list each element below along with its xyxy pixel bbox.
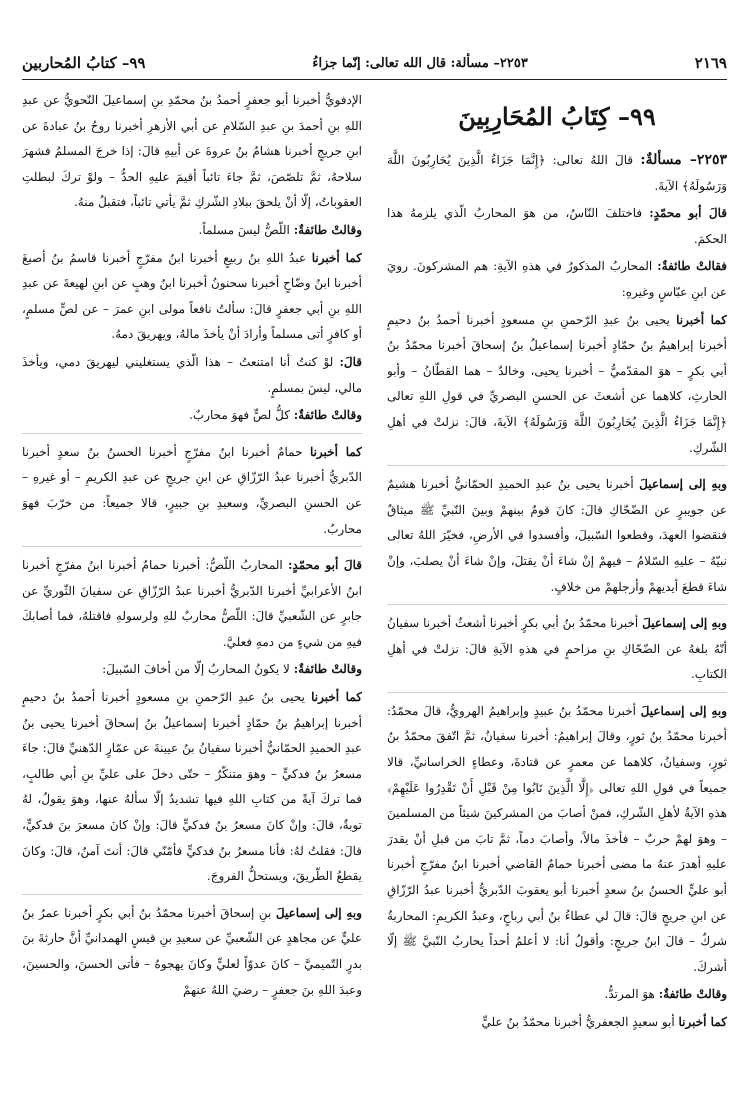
paragraph-lead: قالَ أبو محمّدٍ: [288, 558, 362, 573]
paragraph-lead: وقالتْ طائفةٌ: [293, 662, 362, 677]
paragraph [22, 657, 362, 683]
paragraph-text: يحيى بنُ عبدِ الرّحمنِ بنِ مسعودٍ أخبرنا أحمدُ بنُ دحيمٍ أخبرنا إبراهيمُ بنُ حمّادٍ أخبرنا إسماعيلُ بنُ إسحاقَ أخبرنا يحيى بنُ عبدِ الحميدِ الحمّانيُّ أخبرنا سفيانُ بنُ عيينةَ عن عمّارٍ الدّهنيِّ قالَ: جاءَ مسعرُ بنُ فدكيٍّ – وهوَ متنكّرٌ – حتّى دخلَ على عليِّ بنِ أبي طالبٍ، فما تركَ آيةً من كتابِ اللهِ فيها تشديدٌ إلّا سألهُ عنها، وهوَ يقولُ، لهُ توبةٌ، قالَ: وإنْ كانَ مسعرُ بنُ فدكيٍّ قالَ: وإنْ كانَ مسعرَ بنَ فدكيٍّ، قالَ: فقلتُ لهُ: فأنا مسعرُ بنُ فدكيٍّ فأمّنّي قالَ: أنتَ آمنٌ، قالَ: وكانَ يقطعُ الطّريقَ، ويستحلُّ الفروجَ. [22, 690, 362, 884]
right-column [387, 88, 727, 1098]
paragraph-lead: وقالتْ طائفةٌ: [293, 408, 362, 423]
paragraph [387, 308, 727, 462]
paragraph-lead: كما أخبرنا [678, 1015, 727, 1029]
section-separator [387, 604, 727, 605]
paragraph [22, 403, 362, 429]
page-header [22, 50, 727, 76]
paragraph [387, 982, 727, 1008]
paragraph-text: كلُّ لصٍّ فهوَ محاربٌ. [189, 408, 294, 423]
section-separator [22, 546, 362, 547]
paragraph-lead: قالَ: [339, 354, 362, 369]
paragraph-lead: وبهِ إلى إسماعيلَ [275, 905, 362, 920]
paragraph [387, 201, 727, 252]
paragraph-text: اللّصُّ ليسَ مسلماً. [198, 222, 294, 237]
paragraph-text: أخبرنا محمّدُ بنُ عبيدٍ وإبراهيمُ الهرويُّ، قالَ محمّدٌ: أخبرنا محمّدُ بنُ ثورٍ، وقالَ إبراهيمُ: أخبرنا سفيانُ، ثمَّ اتّفقَ محمّدُ بنُ ثورٍ، وسفيانُ، كلاهما عن معمرٍ عن قتادةَ، وعطاءٍ الخراسانيِّ، قالا جميعاً في قولِ اللهِ تعالى ﴿إِلَّا الَّذِينَ تَابُوا مِنْ قَبْلِ أَنْ تَقْدِرُوا عَلَيْهِمْ﴾ هذهِ الآيةُ لأهلِ الشّركِ، فمنْ أصابَ من المشركينَ شيئاً من المسلمينَ – وهوَ لهمْ حربٌ – فأخذَ مالاً، وأصابَ دماً، ثمَّ تابَ من قبلِ أنْ يقدرَ عليهِ أهدرَ عنهُ ما مضى أخبرنا حمامٌ القاضي أخبرنا ابنُ مفرّجٍ أخبرنا أبو عليٍّ الحسنُ بنُ سعدٍ أخبرنا أبو يعقوبَ الدّبريُّ أخبرنا عبدُ الرّزّاقِ عن ابنِ جريجٍ قالَ: قالَ لي عطاءُ بنُ أبي رباحٍ، وعبدُ الكريمِ: المحاربةُ شركٌ – قالَ ابنُ جريجٍ: وأقولُ أنا: لا أعلمُ أحداً يحاربُ النّبيَّ ﷺ إلّا أشركَ. [387, 703, 727, 974]
chapter-title: ٩٩– كِتَابُ المُحَارِبِينَ [458, 102, 656, 131]
paragraph-text: قالَ اللهُ تعالى: ﴿إِنَّمَا جَزَاءُ الَّذِينَ يُحَارِبُونَ اللَّهَ وَرَسُولَهُ﴾ الآيةَ. [387, 153, 727, 193]
header-rule [22, 79, 727, 80]
section-separator [22, 894, 362, 895]
paragraph [22, 88, 362, 216]
paragraph-text: المحاربُ اللّصُّ: أخبرنا حمامٌ أخبرنا ابنُ مفرّجٍ أخبرنا ابنُ الأعرابيِّ أخبرنا الدّبريُّ أخبرنا عبدُ الرّزّاقِ عن سفيانَ الثّوريِّ عن جابرٍ عن الشّعبيِّ قالَ: اللّصُّ محاربٌ للهِ ولرسولهِ فاقتلهُ، فما أصابكَ فيهِ من شيءٍ من دمهِ فعليَّ. [22, 558, 362, 649]
paragraph-lead: وبهِ إلى إسماعيلَ [642, 616, 727, 631]
paragraph [387, 1010, 727, 1036]
paragraph-text: أبو سعيدٍ الجعفريُّ أخبرنا محمّدُ بنُ عليٍّ [481, 1015, 679, 1029]
paragraph-text: أخبرنا يحيى بنُ عبدِ الحميدِ الحمّانيُّ أخبرنا هشيمٌ عن جويبرٍ عن الضّحّاكِ قالَ: كانَ قومٌ بينهمْ وبينَ النّبيِّ ﷺ ميثاقٌ فنقضوا العهدَ، وقطعوا السّبيلَ، وأفسدوا في الأرضِ، فخيّرَ اللهُ تعالى نبيّهُ – عليهِ السّلامُ – فيهمْ إنْ شاءَ أنْ يقتلَ، وإنْ شاءَ أنْ يصلبَ، وإنْ شاءَ قطعَ أيديهمْ وأرجلهمْ من خلافٍ. [387, 477, 727, 594]
paragraph-lead: وقالتْ طائفةٌ: [293, 222, 362, 237]
page-number: ٢١٦٩ [694, 54, 727, 72]
paragraph-lead: كما أخبرنا [311, 690, 362, 705]
paragraph [387, 254, 727, 305]
paragraph [22, 218, 362, 244]
right-column-body [387, 148, 727, 1036]
paragraph-lead: كما أخبرنا [309, 444, 362, 459]
paragraph-lead: ٢٢٥٣– مسألةٌ: [640, 152, 727, 168]
section-separator [387, 692, 727, 693]
paragraph [22, 901, 362, 1003]
paragraph-text: هوَ المرتدُّ. [604, 987, 659, 1002]
left-column [22, 88, 362, 1098]
paragraph [22, 685, 362, 890]
paragraph-text: حمامٌ أخبرنا ابنُ مفرّجٍ أخبرنا الحسنُ بنُ سعدٍ أخبرنا الدّبريُّ أخبرنا عبدُ الرّزّاقِ عن ابنِ جريجٍ عن عبدِ الكريمِ – أو غيرهِ – عن الحسنِ البصريِّ، وسعيدِ بنِ جبيرٍ، قالا جميعاً: من خرّبَ فهوَ محاربٌ. [22, 444, 362, 536]
paragraph [22, 350, 362, 401]
section-separator [387, 465, 727, 466]
paragraph [22, 246, 362, 348]
paragraph-text: عبدُ اللهِ بنُ ربيعٍ أخبرنا ابنُ مفرّجٍ أخبرنا قاسمُ بنُ أصبغَ أخبرنا ابنُ وضّاحٍ أخبرنا سحنونُ أخبرنا ابنُ وهبٍ عن ابنِ لهيعةَ عن عبدِ اللهِ بنِ أبي جعفرٍ قالَ: سألتُ نافعاً مولى ابنِ عمرَ – عن لصٍّ مسلمٍ، أو كافرٍ أتى مسلماً وأرادَ أنْ يأخذَ مالهُ، ويهريقَ دمهُ. [22, 250, 362, 342]
paragraph-text: الإدفويُّ أخبرنا أبو جعفرٍ أحمدُ بنُ محمّدِ بنِ إسماعيلَ النّحويُّ عن عبدِ اللهِ بنِ أحمدَ بنِ عبدِ السّلامِ عن أبي الأزهرِ أخبرنا روحُ بنُ عبادةَ عن ابنِ جريجٍ أخبرنا هشامُ بنُ عروةَ عن أبيهِ قالَ: إذا خرجَ المسلمُ فشهرَ سلاحهُ، ثمَّ تلصّصَ، ثمَّ جاءَ تائباً أقيمَ عليهِ الحدُّ – ولوْ تركَ لبطلتِ العقوباتُ، إلّا أنْ يلحقَ ببلادِ الشّركِ ثمَّ يأتي تائباً، فتقبلُ منهُ. [22, 93, 362, 210]
paragraph-text: المحاربُ المذكورُ في هذهِ الآيةِ: هم المشركونَ. رويَ عن ابنِ عبّاسٍ وغيرهِ: [387, 259, 727, 299]
paragraph-lead: وقالتْ طائفةٌ: [658, 987, 727, 1002]
paragraph-text: أخبرنا محمّدُ بنُ أبي بكرٍ أخبرنا أشعثُ أخبرنا سفيانُ أنّهُ بلغهُ عن الضّحّاكِ بنِ مزاحمٍ في هذهِ الآيةِ قالَ: نزلتْ في أهلِ الكتابِ. [387, 616, 727, 682]
paragraph [22, 553, 362, 655]
paragraph [387, 611, 727, 688]
paragraph [387, 472, 727, 600]
paragraph [387, 148, 727, 199]
paragraph-text: بنِ إسحاقَ أخبرنا محمّدُ بنُ أبي بكرٍ أخبرنا عمرُ بنُ عليٍّ عن مجاهدٍ عن الشّعبيِّ عن سعيدِ بنِ قيسٍ الهمدانيِّ أنَّ حارثةَ بنَ بدرٍ التّميميَّ – كانَ عدوّاً لعليٍّ وكانَ يهجوهُ – فأتى الحسنَ، والحسينَ، وعبدَ اللهِ بنَ جعفرٍ – رضيَ اللهُ عنهمْ [22, 905, 362, 997]
paragraph-lead: قالَ أبو محمّدٍ: [649, 206, 727, 221]
paragraph-lead: وبهِ إلى إسماعيلَ [639, 477, 727, 492]
paragraph [387, 699, 727, 981]
paragraph [22, 440, 362, 542]
paragraph-lead: وبهِ إلى إسماعيلَ [640, 703, 727, 718]
paragraph-text: فاختلفَ النّاسُ، من هوَ المحاربُ الّذي يلزمهُ هذا الحكمَ. [387, 206, 727, 246]
paragraph-text: يحيى بنُ عبدِ الرّحمنِ بنِ مسعودٍ أخبرنا أحمدُ بنُ دحيمٍ أخبرنا إبراهيمُ بنُ حمّادٍ أخبرنا إسماعيلُ بنُ إسحاقَ أخبرنا محمّدُ بنُ أبي بكرٍ – هوَ المقدّميُّ – أخبرنا يحيى، وخالدٌ – هما القطّانُ – وأبو الحارثِ، كلاهما عن أشعثَ عن الحسنِ البصريِّ في قولِ اللهِ تعالى ﴿إِنَّمَا جَزَاءُ الَّذِينَ يُحَارِبُونَ اللَّهَ وَرَسُولَهُ﴾ الآيةَ، قالَ: نزلتْ في أهلِ الشّركِ. [387, 312, 727, 455]
paragraph-lead: فقالتْ طائفةٌ: [657, 259, 727, 274]
chapter-running-title: ٩٩– كتابُ المُحاربين [22, 54, 146, 72]
paragraph-text: لوْ كنتُ أنا امتنعتُ – هذا الّذي يستغليني ليهريقَ دمي، ويأخذَ مالي، ليسَ بمسلمٍ. [22, 354, 362, 395]
section-separator [22, 433, 362, 434]
paragraph-text: لا يكونُ المحاربُ إلّا من أخافَ السّبيلَ: [102, 662, 294, 677]
paragraph-lead: كما أخبرنا [311, 250, 362, 265]
running-title: ٢٢٥٣– مسألة: قال الله تعالى: إنّما جزاءُ [312, 55, 528, 71]
left-column-body [22, 88, 362, 1003]
paragraph-lead: كما أخبرنا [676, 312, 727, 327]
